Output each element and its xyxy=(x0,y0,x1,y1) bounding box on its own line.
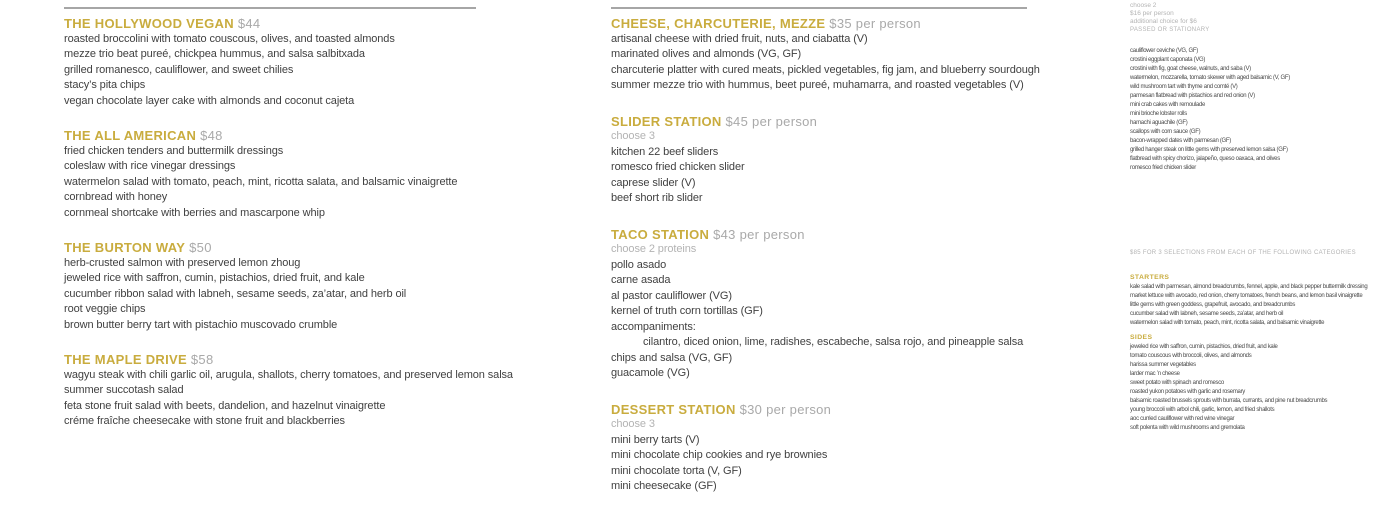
menu-item: summer mezze trio with hummus, beet pureé, muhamarra, and roasted vegetables (V) xyxy=(611,79,1024,91)
category-item: tomato couscous with broccoli, olives, and almonds xyxy=(1130,353,1252,359)
appetizer-item: parmesan flatbread with pistachios and red onion (V) xyxy=(1130,93,1255,99)
appetizer-header-line: additional choice for $6 xyxy=(1130,18,1197,25)
menu-item: brown butter berry tart with pistachio muscovado crumble xyxy=(64,318,338,331)
menu-item: beef short rib slider xyxy=(611,192,703,204)
section-price: $45 per person xyxy=(725,113,818,129)
section-title: DESSERT STATION xyxy=(611,401,736,417)
menu-item: wagyu steak with chili garlic oil, arugula, shallots, cherry tomatoes, and preserved lemon salsa xyxy=(64,368,513,381)
category-item: sweet potato with spinach and romesco xyxy=(1130,380,1224,386)
section-heading xyxy=(64,128,548,144)
selections-note: $85 FOR 3 SELECTIONS FROM EACH OF THE FOLLOWING CATEGORIES xyxy=(1130,250,1356,256)
menu-section xyxy=(64,240,548,333)
section-price: $44 xyxy=(237,16,261,31)
menu-item: charcuterie platter with cured meats, pickled vegetables, fig jam, and blueberry sourdough xyxy=(611,63,1040,76)
section-title: THE HOLLYWOOD VEGAN xyxy=(64,16,234,31)
section-heading xyxy=(611,227,1111,243)
menu-item: cucumber ribbon salad with labneh, sesame seeds, za’atar, and herb oil xyxy=(64,287,407,300)
packages-list xyxy=(64,16,548,430)
appetizer-item: mini crab cakes with remoulade xyxy=(1130,102,1206,108)
appetizers-list xyxy=(1130,47,1391,173)
menu-section xyxy=(611,16,1111,94)
appetizers-header xyxy=(1130,2,1391,34)
section-heading xyxy=(64,16,548,32)
appetizer-header-line: choose 2 xyxy=(1130,2,1157,9)
appetizers-column xyxy=(1130,0,1391,438)
menu-item: jeweled rice with saffron, cumin, pistachios, dried fruit, and kale xyxy=(64,272,365,284)
section-title: THE BURTON WAY xyxy=(64,240,186,255)
menu-item: kernel of truth corn tortillas (GF) xyxy=(611,305,763,317)
menu-item: artisanal cheese with dried fruit, nuts, and ciabatta (V) xyxy=(611,32,868,45)
menu-item: vegan chocolate layer cake with almonds and coconut cajeta xyxy=(64,94,355,107)
menu-item: grilled romanesco, cauliflower, and sweet chilies xyxy=(64,63,294,76)
appetizer-item: bacon-wrapped dates with parmesan (GF) xyxy=(1130,138,1231,144)
menu-item: watermelon salad with tomato, peach, mint, ricotta salata, and balsamic vinaigrette xyxy=(64,175,458,188)
section-price: $58 xyxy=(190,352,214,367)
category-item: jeweled rice with saffron, cumin, pistachios, dried fruit, and kale xyxy=(1130,344,1278,350)
menu-item: accompaniments: xyxy=(611,320,696,333)
category-item: watermelon salad with tomato, peach, mint, ricotta salata, and balsamic vinaigrette xyxy=(1130,320,1325,326)
appetizer-item: crostini with fig, goat cheese, walnuts, and saba (V) xyxy=(1130,66,1251,72)
section-price: $48 xyxy=(200,128,223,143)
menu-item: pollo asado xyxy=(611,258,667,271)
appetizer-item: wild mushroom tart with thyme and comté (V) xyxy=(1130,84,1238,90)
section-heading xyxy=(611,114,1111,130)
menu-item: cornbread with honey xyxy=(64,191,168,203)
menu-item: herb-crusted salmon with preserved lemon zhoug xyxy=(64,256,301,269)
menu-section xyxy=(64,352,548,430)
menu-item: carne asada xyxy=(611,274,671,286)
menu-item: stacy’s pita chips xyxy=(64,79,146,91)
category-item: soft polenta with wild mushrooms and gremolata xyxy=(1130,425,1245,431)
section-choose-note: choose 2 proteins xyxy=(611,243,697,255)
menu-item: feta stone fruit salad with beets, dandelion, and hazelnut vinaigrette xyxy=(64,399,386,412)
section-title: CHEESE, CHARCUTERIE, MEZZE xyxy=(611,16,826,31)
appetizer-item: hamachi aguachile (GF) xyxy=(1130,120,1188,126)
menu-section xyxy=(611,114,1111,207)
section-title: THE ALL AMERICAN xyxy=(64,128,197,143)
section-heading xyxy=(64,352,548,368)
menu-item: roasted broccolini with tomato couscous, olives, and toasted almonds xyxy=(64,32,395,45)
section-heading xyxy=(611,402,1111,418)
category-item: balsamic roasted brussels sprouts with burrata, currants, and pine nut breadcrumbs xyxy=(1130,398,1328,404)
category-title: SIDES xyxy=(1130,334,1153,341)
menu-section xyxy=(64,128,548,221)
section-title: THE MAPLE DRIVE xyxy=(64,352,187,367)
appetizer-item: romesco fried chicken slider xyxy=(1130,165,1196,171)
menu-item: mini cheesecake (GF) xyxy=(611,480,717,492)
menu-section xyxy=(64,16,548,109)
menu-item: romesco fried chicken slider xyxy=(611,161,745,173)
category-item: larder mac ’n cheese xyxy=(1130,371,1180,377)
menu-item: al pastor cauliflower (VG) xyxy=(611,289,732,302)
menu-item: mini chocolate chip cookies and rye brownies xyxy=(611,449,828,461)
appetizer-item: flatbread with spicy chorizo, jalapeño, queso oaxaca, and olives xyxy=(1130,156,1280,162)
section-heading xyxy=(64,240,548,256)
section-price: $30 per person xyxy=(739,401,832,417)
category-item: market lettuce with avocado, red onion, cherry tomatoes, french beans, and lemon basil vinaigrette xyxy=(1130,293,1363,299)
appetizer-category xyxy=(1130,333,1391,433)
appetizer-item: grilled hanger steak on little gems with preserved lemon salsa (GF) xyxy=(1130,147,1288,153)
menu-item: root veggie chips xyxy=(64,303,146,315)
menu-item: cilantro, diced onion, lime, radishes, escabeche, salsa rojo, and pineapple salsa xyxy=(643,336,1024,348)
appetizer-header-line: $16 per person xyxy=(1130,10,1174,17)
section-choose-note: choose 3 xyxy=(611,418,655,430)
category-item: aoc curried cauliflower with red wine vinegar xyxy=(1130,416,1235,422)
menu-item: marinated olives and almonds (VG, GF) xyxy=(611,48,802,60)
section-price: $50 xyxy=(189,240,212,255)
category-item: cucumber salad with labneh, sesame seeds, za’atar, and herb oil xyxy=(1130,311,1284,317)
menu-item: mini berry tarts (V) xyxy=(611,433,700,446)
menu-item: kitchen 22 beef sliders xyxy=(611,145,719,158)
category-item: harissa summer vegetables xyxy=(1130,362,1196,368)
appetizer-item: cauliflower ceviche (VG, GF) xyxy=(1130,48,1198,54)
section-title: SLIDER STATION xyxy=(611,113,722,129)
appetizer-categories xyxy=(1130,273,1391,433)
menu-item: guacamole (VG) xyxy=(611,367,690,379)
appetizer-item: scallops with corn sauce (GF) xyxy=(1130,129,1201,135)
category-item: kale salad with parmesan, almond breadcrumbs, fennel, apple, and black pepper buttermilk dressing xyxy=(1130,284,1368,290)
menu-item: caprese slider (V) xyxy=(611,176,696,189)
menu-item: chips and salsa (VG, GF) xyxy=(611,351,733,364)
menu-item: cornmeal shortcake with berries and mascarpone whip xyxy=(64,206,325,219)
menu-section xyxy=(611,227,1111,382)
section-choose-note: choose 3 xyxy=(611,130,655,142)
menu-item: mezze trio beat pureé, chickpea hummus, and salsa salbitxada xyxy=(64,48,365,60)
category-title: STARTERS xyxy=(1130,274,1170,281)
appetizer-header-line: PASSED OR STATIONARY xyxy=(1130,27,1210,33)
appetizer-item: crostini eggplant caponata (VG) xyxy=(1130,57,1206,63)
section-title: TACO STATION xyxy=(611,226,710,242)
top-divider-left xyxy=(64,7,476,9)
section-heading xyxy=(611,16,1111,32)
stations-list xyxy=(611,16,1111,495)
menu-item: summer succotash salad xyxy=(64,384,184,396)
appetizer-item: mini brioche lobster rolls xyxy=(1130,111,1187,117)
appetizer-category xyxy=(1130,273,1391,328)
top-divider-middle xyxy=(611,7,1027,9)
category-item: young broccoli with arbol chili, garlic, lemon, and fried shallots xyxy=(1130,407,1275,413)
category-item: roasted yukon potatoes with garlic and rosemary xyxy=(1130,389,1245,395)
menu-item: coleslaw with rice vinegar dressings xyxy=(64,160,236,172)
section-price: $43 per person xyxy=(713,226,805,242)
menu-item: créme fraîche cheesecake with stone fruit and blackberries xyxy=(64,415,345,427)
stations-column xyxy=(611,0,1111,515)
menu-item: fried chicken tenders and buttermilk dressings xyxy=(64,144,284,157)
menu-item: mini chocolate torta (V, GF) xyxy=(611,464,742,477)
packages-column xyxy=(64,0,548,449)
appetizer-item: watermelon, mozzarella, tomato skewer with aged balsamic (V, GF) xyxy=(1130,75,1290,81)
menu-section xyxy=(611,402,1111,495)
section-price: $35 per person xyxy=(829,16,921,31)
category-item: little gems with green goddess, grapefruit, avocado, and breadcrumbs xyxy=(1130,302,1296,308)
